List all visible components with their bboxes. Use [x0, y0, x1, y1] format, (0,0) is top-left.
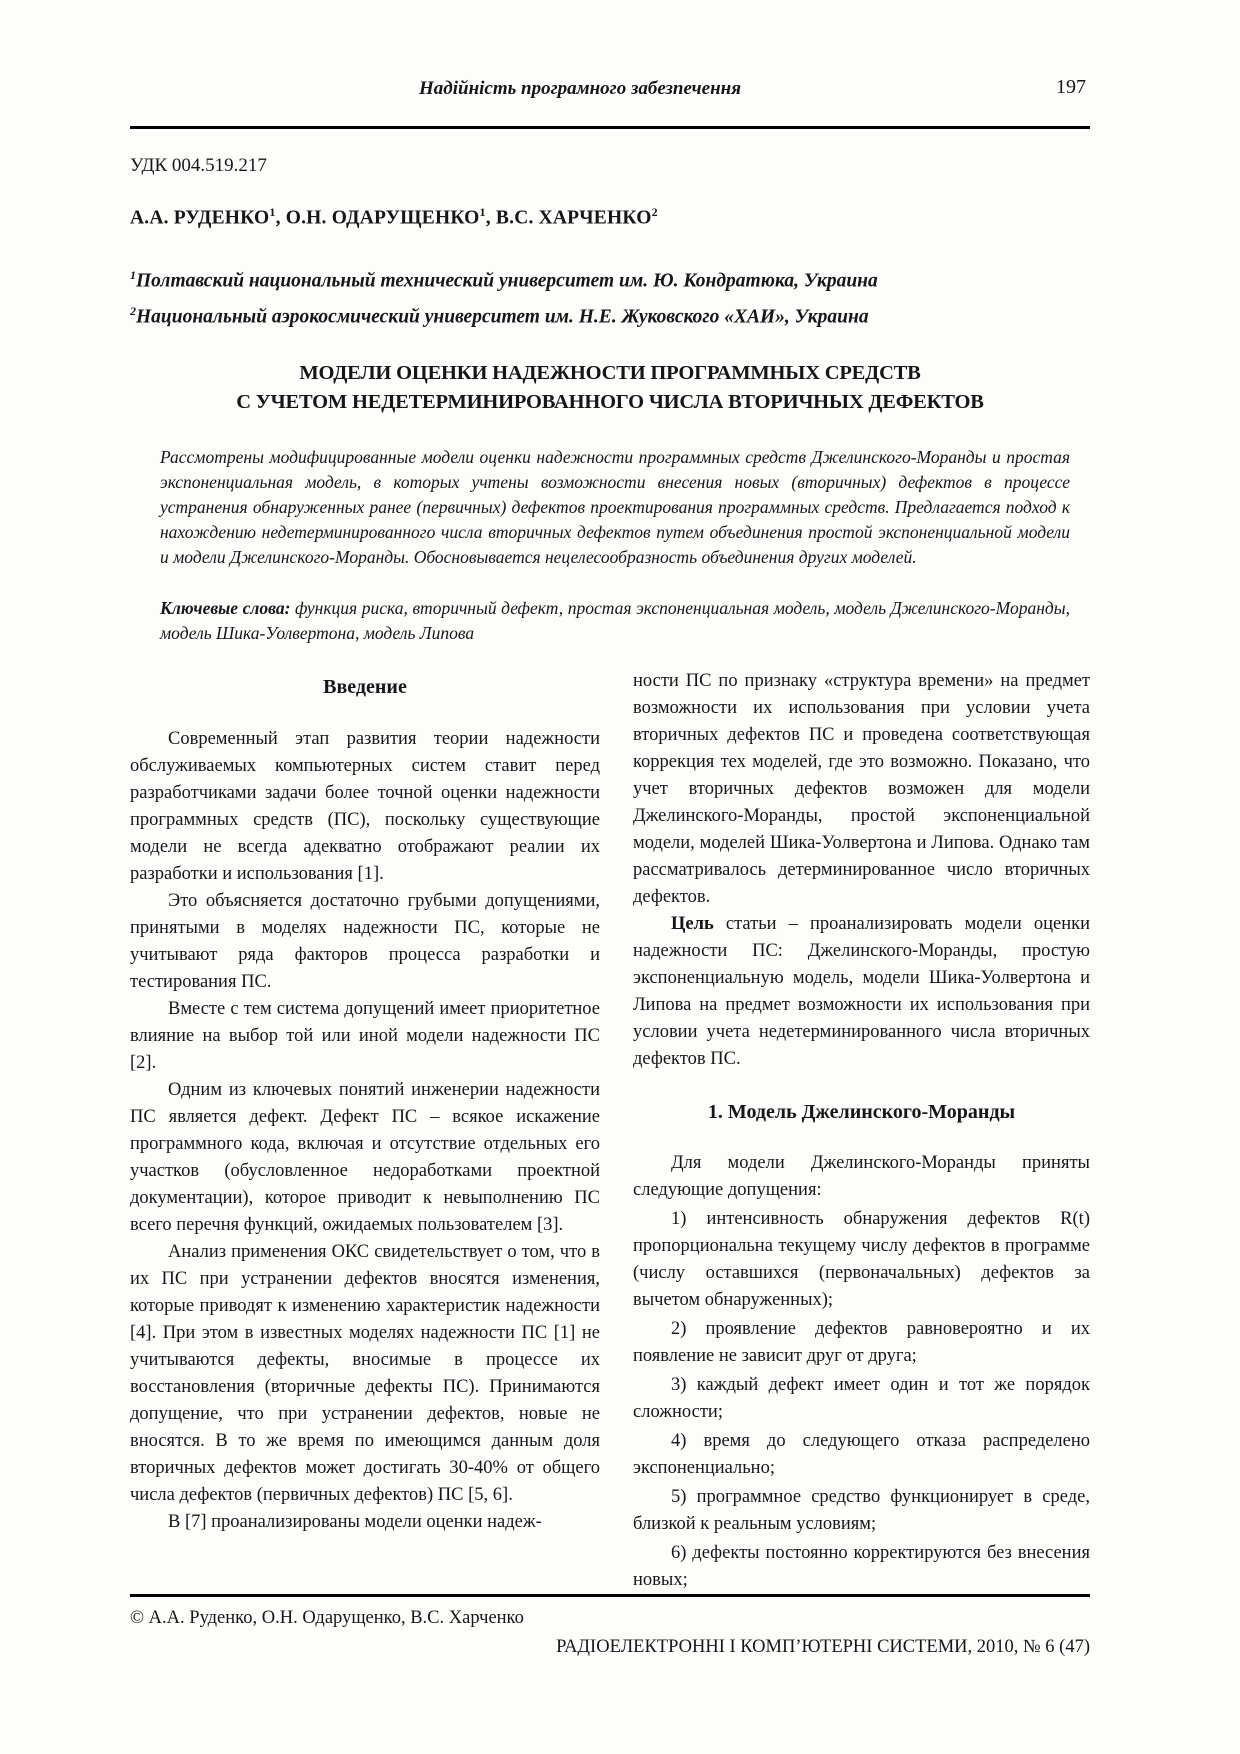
keywords-text: функция риска, вторичный дефект, простая экспоненциальная модель, модель Джелинского-Моранды, модель Шика-Уолвертона, модель Липова	[160, 597, 1070, 643]
author: В.С. ХАРЧЕНКО	[495, 207, 652, 229]
author-affiliation-mark: 1	[479, 205, 486, 219]
intro-paragraph-5: Анализ применения ОКС свидетельствует о том, что в их ПС при устранении дефектов вносятся изменения, которые приводят к изменению характеристик надежности [4]. При этом в известных моделях надежности ПС [1] не учитываются дефекты, вносимые в процессе их восстановления (вторичные дефекты ПС). Принимаются допущение, что при устранении дефектов, новые не вносятся. В то же время по имеющимся данным доля вторичных дефектов может достигать 30-40% от общего числа дефектов (первичных дефектов) ПС [5, 6].	[130, 1241, 600, 1505]
assumption-5: 5) программное средство функционирует в среде, близкой к реальным условиям;	[633, 1486, 1090, 1534]
copyright-line: © А.А. Руденко, О.Н. Одарущенко, В.С. Харченко	[130, 1607, 524, 1628]
assumption-4: 4) время до следующего отказа распределено экспоненциально;	[633, 1430, 1090, 1478]
body-columns	[130, 668, 1090, 1594]
affiliations-block	[130, 260, 1090, 333]
section-intro-paragraph: Для модели Джелинского-Моранды приняты следующие допущения:	[633, 1152, 1090, 1200]
assumption-1: 1) интенсивность обнаружения дефектов R(t) пропорциональна текущему числу дефектов в программе (числу оставшихся (первоначальных) дефектов за вычетом обнаруженных);	[633, 1208, 1090, 1310]
intro-paragraph-3: Вместе с тем система допущений имеет приоритетное влияние на выбор той или иной модели надежности ПС [2].	[130, 998, 600, 1073]
author-affiliation-mark: 2	[651, 205, 658, 219]
intro-paragraph-2: Это объясняется достаточно грубыми допущениями, принятыми в моделях надежности ПС, которые не учитывают ряда факторов процесса разработки и тестирования ПС.	[130, 890, 600, 992]
affiliation-mark: 1	[130, 267, 136, 282]
keywords-label: Ключевые слова:	[160, 597, 291, 618]
right-column	[633, 668, 1090, 1594]
assumption-3: 3) каждый дефект имеет один и тот же порядок сложности;	[633, 1374, 1090, 1422]
page-number: 197	[1056, 76, 1086, 98]
continuation-paragraph: ности ПС по признаку «структура времени» на предмет возможности их использования при условии учета вторичных дефектов ПС и проведена соответствующая коррекция тех моделей, где это возможно. Показано, что учет вторичных дефектов возможен для модели Джелинского-Моранды, простой экспоненциальной модели, моделей Шика-Уолвертона и Липова. Однако там рассматривалось детерминированное число вторичных дефектов.	[633, 670, 1090, 907]
paper-title-line: МОДЕЛИ ОЦЕНКИ НАДЕЖНОСТИ ПРОГРАММНЫХ СРЕДСТВ	[299, 361, 921, 384]
page-footer	[130, 1594, 1090, 1661]
intro-paragraph-4: Одним из ключевых понятий инженерии надежности ПС является дефект. Дефект ПС – всякое искажение программного кода, включая и отсутствие отдельных его участков (обусловленное недоработками проектной документации), которое приводит к невыполнению ПС всего перечня функций, ожидаемых пользователем [3].	[130, 1079, 600, 1235]
assumption-2: 2) проявление дефектов равновероятно и их появление не зависит друг от друга;	[633, 1318, 1090, 1366]
paper-title-line: С УЧЕТОМ НЕДЕТЕРМИНИРОВАННОГО ЧИСЛА ВТОРИЧНЫХ ДЕФЕКТОВ	[236, 390, 984, 413]
intro-paragraph-1: Современный этап развития теории надежности обслуживаемых компьютерных систем ставит перед разработчиками задачи более точной оценки надежности программных средств (ПС), поскольку существующие модели не всегда адекватно отображают реалии их разработки и использования [1].	[130, 728, 600, 884]
abstract: Рассмотрены модифицированные модели оценки надежности программных средств Джелинского-Моранды и простая экспоненциальная модель, в которых учтены возможности внесения новых (вторичных) дефектов в процессе устранения обнаруженных ранее (первичных) дефектов проектирования программных средств. Предлагается подход к нахождению недетерминированного числа вторичных дефектов путем объединения простой экспоненциальной модели и модели Джелинского-Моранды. Обосновывается нецелесообразность объединения других моделей.	[160, 446, 1070, 567]
affiliation-text: Национальный аэрокосмический университет им. Н.Е. Жуковского «ХАИ», Украина	[136, 306, 869, 328]
author-affiliation-mark: 1	[269, 205, 276, 219]
section-1-heading: 1. Модель Джелинского-Моранды	[707, 1100, 1016, 1123]
affiliation-text: Полтавский национальный технический университет им. Ю. Кондратюка, Украина	[136, 270, 878, 291]
keywords	[160, 596, 1070, 646]
introduction-heading: Введение	[323, 675, 407, 698]
author: О.Н. ОДАРУЩЕНКО	[285, 207, 480, 229]
affiliation-mark: 2	[130, 304, 136, 318]
paper-title	[130, 359, 1090, 417]
left-column	[130, 668, 600, 1594]
authors-line	[130, 205, 1090, 230]
author-separator: ,	[485, 207, 496, 229]
udc-code: УДК 004.519.217	[130, 155, 267, 176]
affiliation	[130, 260, 1090, 297]
running-head	[130, 78, 1090, 129]
author-separator: ,	[275, 207, 286, 229]
affiliation	[130, 296, 1090, 333]
goal-paragraph	[633, 911, 1090, 1073]
intro-paragraph-6: В [7] проанализированы модели оценки надеж-	[168, 1511, 542, 1532]
goal-text: статьи – проанализировать модели оценки надежности ПС: Джелинского-Моранды, простую экспоненциальную модель, модели Шика-Уолвертона и Липова на предмет возможности их использования при условии учета недетерминированного числа вторичных дефектов ПС.	[633, 913, 1090, 1069]
author: А.А. РУДЕНКО	[130, 207, 270, 229]
goal-lead: Цель	[671, 913, 714, 934]
journal-line: РАДІОЕЛЕКТРОННІ І КОМП’ЮТЕРНІ СИСТЕМИ, 2010, № 6 (47)	[556, 1636, 1090, 1657]
running-title: Надійність програмного забезпечення	[419, 78, 741, 99]
assumption-6: 6) дефекты постоянно корректируются без внесения новых;	[633, 1542, 1090, 1590]
